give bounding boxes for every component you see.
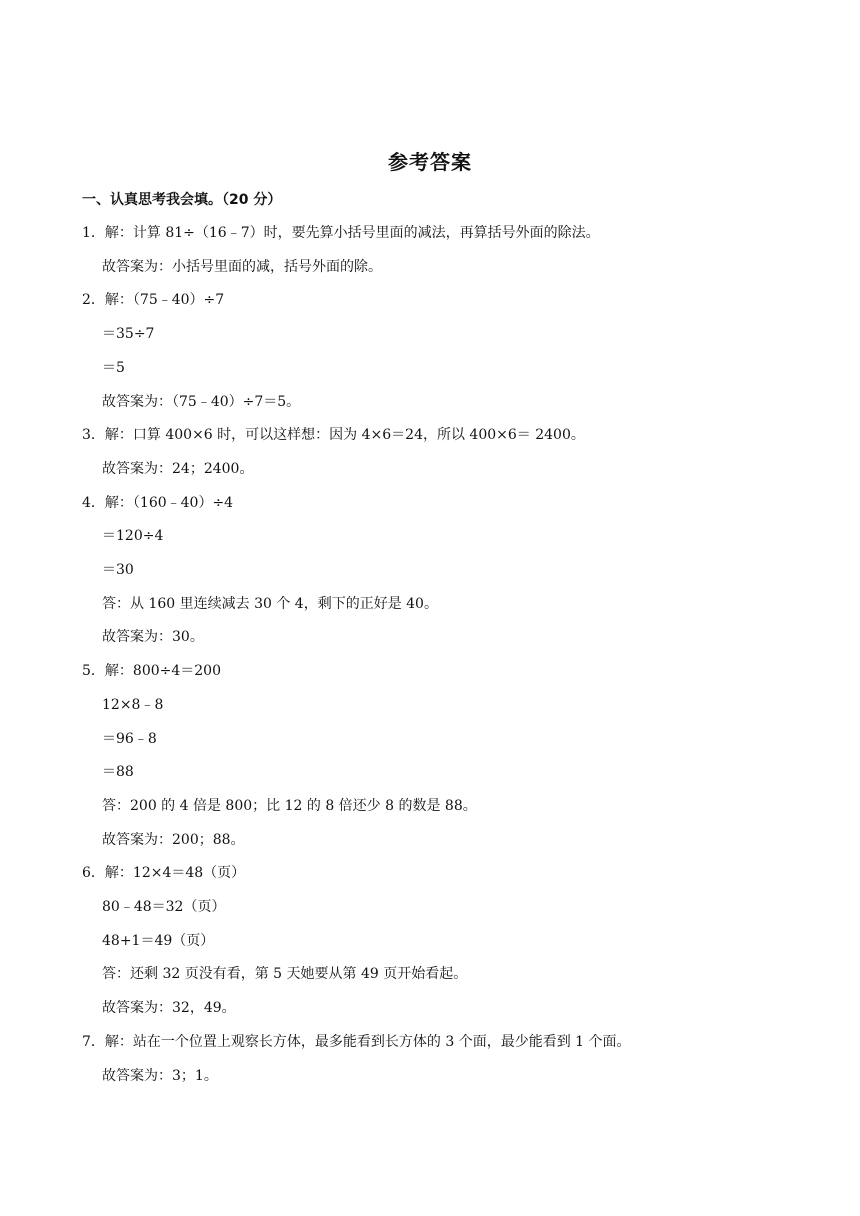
answer-item-line: 4．解：（160﹣40）÷4 xyxy=(82,495,234,511)
answer-detail-line: ＝35÷7 xyxy=(102,326,155,342)
answer-detail-line: 故答案为：200；88。 xyxy=(102,832,245,848)
answer-detail-line: 答：从 160 里连续减去 30 个 4，剩下的正好是 40。 xyxy=(102,596,438,612)
answer-item-line: 3．解：口算 400×6 时，可以这样想：因为 4×6＝24，所以 400×6＝ 2400。 xyxy=(82,427,585,443)
answer-item-line: 6．解：12×4＝48（页） xyxy=(82,865,246,881)
answer-item-line: 1．解：计算 81÷（16﹣7）时，要先算小括号里面的减法，再算括号外面的除法。 xyxy=(82,225,600,241)
answer-detail-line: ＝120÷4 xyxy=(102,528,164,544)
answer-item-line: 7．解：站在一个位置上观察长方体，最多能看到长方体的 3 个面，最少能看到 1 个面。 xyxy=(82,1034,631,1050)
answer-detail-line: ＝5 xyxy=(102,360,125,376)
answer-detail-line: 故答案为：小括号里面的减，括号外面的除。 xyxy=(102,259,382,275)
answer-detail-line: 故答案为：30。 xyxy=(102,629,204,645)
answer-detail-line: 故答案为：32，49。 xyxy=(102,1000,236,1016)
answer-detail-line: 80﹣48＝32（页） xyxy=(102,899,226,915)
answer-detail-line: 故答案为：3；1。 xyxy=(102,1068,218,1084)
page-title: 参考答案 xyxy=(388,150,472,174)
answer-detail-line: ＝96﹣8 xyxy=(102,731,157,747)
answer-item-line: 2．解：（75﹣40）÷7 xyxy=(82,292,225,308)
section-heading: 一、认真思考我会填。（20 分） xyxy=(82,192,282,208)
answer-detail-line: 答：还剩 32 页没有看，第 5 天她要从第 49 页开始看起。 xyxy=(102,966,468,982)
answer-detail-line: ＝30 xyxy=(102,562,134,578)
answer-detail-line: ＝88 xyxy=(102,764,134,780)
answer-detail-line: 12×8﹣8 xyxy=(102,697,164,713)
answer-detail-line: 故答案为：（75﹣40）÷7＝5。 xyxy=(102,394,301,410)
answer-detail-line: 故答案为：24；2400。 xyxy=(102,461,254,477)
answer-detail-line: 48+1＝49（页） xyxy=(102,933,215,949)
answer-detail-line: 答：200 的 4 倍是 800；比 12 的 8 倍还少 8 的数是 88。 xyxy=(102,798,477,814)
answer-item-line: 5．解：800÷4＝200 xyxy=(82,663,221,679)
